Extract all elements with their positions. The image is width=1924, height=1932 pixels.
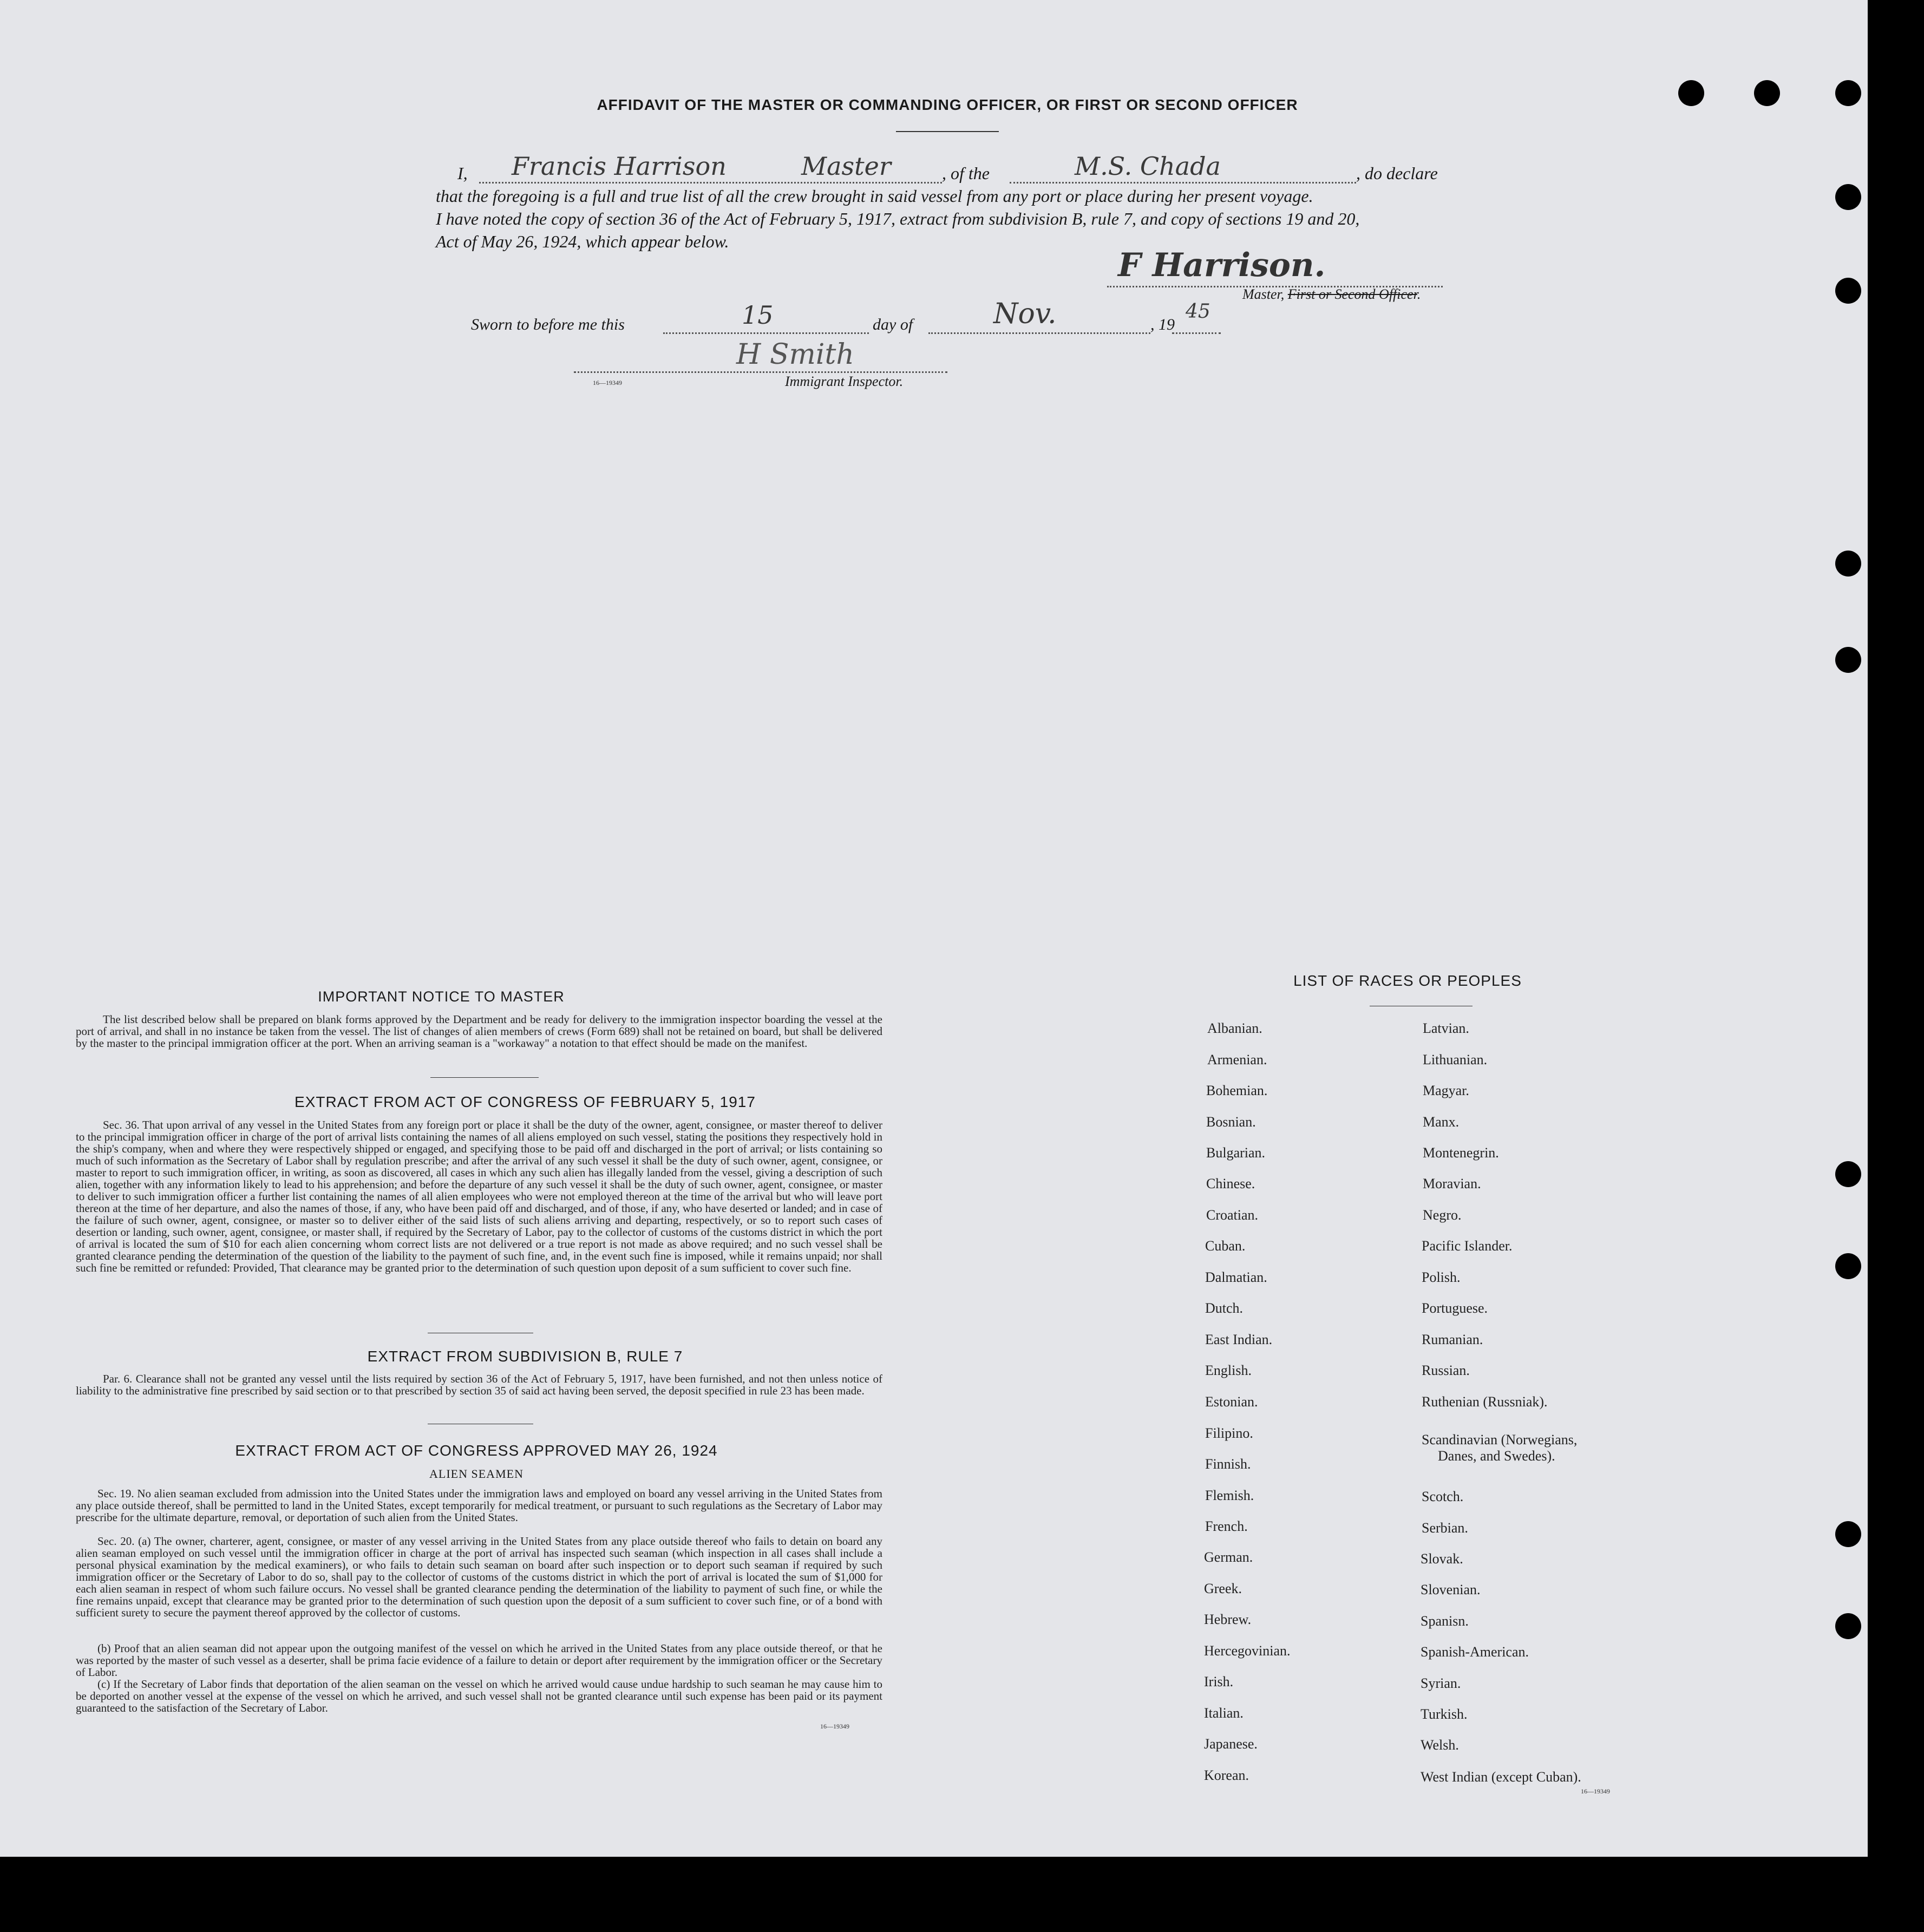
race-item: Albanian. [1207, 1020, 1262, 1036]
extract-form-code: 16—19349 [820, 1723, 849, 1730]
race-item: Syrian. [1421, 1675, 1461, 1691]
race-item: Armenian. [1207, 1052, 1267, 1067]
race-item: Chinese. [1206, 1176, 1255, 1191]
race-item: Russian. [1422, 1363, 1470, 1378]
of-the-label: , of the [942, 163, 990, 183]
race-item: Korean. [1204, 1767, 1249, 1783]
race-item: Slovak. [1421, 1551, 1463, 1567]
race-item: Bulgarian. [1206, 1145, 1266, 1161]
race-item: Estonian. [1205, 1394, 1258, 1410]
race-item: Japanese. [1204, 1736, 1258, 1752]
race-item: East Indian. [1205, 1332, 1273, 1347]
sec-20a-body: Sec. 20. (a) The owner, charterer, agent, consignee, or master of any vessel arriving in the United States from any place outside thereof who fails to detain on board any alien seaman employed on such vessel until the immigration officer in charge at the port of arrival has inspected such seaman (which inspection in all cases shall include a personal physical examination by the medical examiners), or who fails to detain such seaman on board after such inspection or to deport such seaman if required by such immigration officer or the Secretary of Labor to do so, shall pay to the collector of customs of the customs district in which the port of arrival is located the sum of $1,000 for each alien seaman in respect of whom such failure occurs. No vessel shall be granted clearance pending the determination of the liability to payment of such fine, or while the fine remains unpaid, except that clearance may be granted prior to the determination of such question upon the deposit of a sum sufficient to cover such fine, or of a bond with sufficient surety to secure the payment thereof approved by the collector of customs. [76, 1535, 882, 1619]
day-field-line [663, 332, 869, 334]
race-item: Moravian. [1423, 1176, 1481, 1191]
sworn-label: Sworn to before me this [471, 316, 625, 333]
punch-hole [1754, 80, 1780, 106]
race-item: Negro. [1423, 1207, 1462, 1223]
month-handwritten: Nov. [993, 298, 1057, 330]
race-item: Danes, and Swedes). [1438, 1448, 1555, 1464]
race-item: Italian. [1204, 1705, 1244, 1721]
do-declare-label: , do declare [1356, 163, 1438, 183]
race-item: Finnish. [1205, 1456, 1251, 1472]
race-item: Rumanian. [1422, 1332, 1483, 1347]
name-field-line [479, 182, 942, 184]
punch-hole [1835, 1613, 1861, 1639]
race-item: Hercegovinian. [1204, 1643, 1291, 1659]
sec-19-body: Sec. 19. No alien seaman excluded from admission into the United States under the immigration laws and employed on board any vessel arriving in the United States from any place outside thereof, shall be permitted to land in the United States, except temporarily for medical treatment, or pursuant to such regulations as the Secretary of Labor may prescribe for the ultimate departure, removal, or deportation of such alien from the United States. [76, 1487, 882, 1524]
inspector-caption: Immigrant Inspector. [785, 374, 904, 389]
race-item: Montenegrin. [1423, 1145, 1499, 1161]
punch-hole [1835, 80, 1861, 106]
race-item: Dutch. [1205, 1300, 1244, 1316]
master-name-handwritten: Francis Harrison [512, 152, 727, 181]
punch-hole [1835, 278, 1861, 304]
race-item: Hebrew. [1204, 1612, 1252, 1627]
race-item: Greek. [1204, 1581, 1242, 1596]
race-item: West Indian (except Cuban). [1421, 1769, 1581, 1785]
sec-20c-body: (c) If the Secretary of Labor finds that deportation of the alien seaman on the vessel on which he arrived would cause undue hardship to such seaman he may cause him to be deported on another vessel at the expense of the vessel on which he arrived, and such vessel shall not be granted clearance until such expense has been paid or its payment guaranteed to the satisfaction of the Secretary of Labor. [76, 1678, 882, 1714]
master-caption-suffix: . [1417, 286, 1421, 302]
race-item: Ruthenian (Russniak). [1422, 1394, 1548, 1410]
extract-1924-subtitle: ALIEN SEAMEN [429, 1467, 523, 1481]
punch-hole [1835, 1161, 1861, 1187]
races-form-code: 16—19349 [1581, 1787, 1610, 1795]
day-handwritten: 15 [742, 300, 774, 330]
extract-1924-title: EXTRACT FROM ACT OF CONGRESS APPROVED MAY 26, 1924 [235, 1442, 718, 1459]
inspector-signature: H Smith [736, 338, 854, 371]
race-item: Serbian. [1422, 1520, 1468, 1536]
race-item: Latvian. [1423, 1020, 1469, 1036]
vessel-field-line [1010, 182, 1356, 184]
race-item: Dalmatian. [1205, 1269, 1267, 1285]
title-divider [896, 131, 999, 132]
master-rank-handwritten: Master [801, 152, 891, 181]
race-item: Lithuanian. [1423, 1052, 1488, 1067]
races-title: LIST OF RACES OR PEOPLES [1293, 972, 1522, 989]
race-item: Cuban. [1205, 1238, 1246, 1254]
day-of-label: day of [873, 316, 913, 333]
master-caption-prefix: Master, [1242, 286, 1285, 302]
punch-hole [1835, 1253, 1861, 1279]
race-item: Spanisn. [1421, 1613, 1469, 1629]
affidavit-line-4: Act of May 26, 1924, which appear below. [436, 232, 729, 251]
vessel-name-handwritten: M.S. Chada [1075, 152, 1221, 181]
race-item: Spanish-American. [1421, 1644, 1529, 1660]
month-field-line [928, 332, 1150, 334]
race-item: Filipino. [1205, 1425, 1253, 1441]
punch-hole [1835, 647, 1861, 673]
notice-divider [430, 1077, 539, 1078]
race-item: Portuguese. [1422, 1300, 1488, 1316]
extract-1917-title: EXTRACT FROM ACT OF CONGRESS OF FEBRUARY 5, 1917 [295, 1093, 756, 1110]
race-item: Turkish. [1421, 1706, 1468, 1722]
extract-1917-body: Sec. 36. That upon arrival of any vessel in the United States from any foreign port or place it shall be the duty of the owner, agent, consignee, or master thereof to deliver to the principal immigration officer in charge of the port of arrival lists containing the names of all aliens employed on such vessel, stating the positions they respectively hold in the ship's company, when and where they were respectively shipped or engaged, and specifying those to be paid off and discharged in the port of arrival; or lists containing so much of such information as the Secretary of Labor shall by regulation prescribe; and after the arrival of any such vessel it shall be the duty of such owner, agent, consignee, or master to report to such immigration officer, in writing, as soon as discovered, all cases in which any such alien has illegally landed from the vessel, giving a description of such alien, together with any information likely to lead to his apprehension; and before the departure of any such vessel it shall be the duty of such owner, agent, consignee, or master to deliver to such immigration officer a further list containing the names of all alien employees who were not employed thereon at the time of the arrival but who will leave port thereon at the time of her departure, and also the names of those, if any, who have been paid off and discharged, and of those, if any, who have deserted or landed; and in case of the failure of such owner, agent, consignee, or master so to deliver either of the said lists of such aliens arriving and departing, respectively, or so to report such cases of desertion or landing, such owner, agent, consignee, or master shall, if required by the Secretary of Labor, pay to the collector of customs of the customs district in which the port of arrival is located the sum of $10 for each alien concerning whom correct lists are not delivered or a true report is not made as above required; and no such vessel shall be granted clearance pending the determination of the question of the liability to the payment of such fine, and, in the event such fine is imposed, while it remains unpaid; nor shall such fine be remitted or refunded: Provided, That clearance may be granted prior to the determination of such question upon deposit of a sum sufficient to cover such fine. [76, 1118, 882, 1274]
race-item: Scotch. [1422, 1489, 1464, 1504]
year-handwritten: 45 [1186, 300, 1210, 323]
i-label: I, [457, 163, 468, 183]
race-item: Manx. [1423, 1114, 1460, 1130]
rule-7-body: Par. 6. Clearance shall not be granted any vessel until the lists required by section 36 of the Act of February 5, 1917, have been furnished, and not then unless notice of liability to the administrative fine prescribed by said section or to that prescribed by section 35 of said act having been served, the deposit specified in rule 23 has been made. [76, 1372, 882, 1397]
notice-body: The list described below shall be prepared on blank forms approved by the Department and be ready for delivery to the immigration inspector boarding the vessel at the port of arrival, and shall in no instance be taken from the vessel. The list of changes of alien members of crews (Form 689) shall not be retained on board, but shall be delivered by the master to the principal immigration officer at the port. When an arriving seaman is a "workaway" a notation to that effect should be made on the manifest. [76, 1013, 882, 1050]
punch-hole [1678, 80, 1704, 106]
year-prefix-label: , 19 [1150, 316, 1175, 333]
affidavit-form-code: 16—19349 [593, 379, 622, 387]
race-item: Croatian. [1206, 1207, 1259, 1223]
punch-hole [1835, 551, 1861, 577]
race-item: German. [1204, 1549, 1253, 1565]
sec-20b-body: (b) Proof that an alien seaman did not appear upon the outgoing manifest of the vessel on which he arrived in the United States from any place outside thereof, or that he was reported by the master of such vessel as a deserter, shall be prima facie evidence of a failure to detain or deport after requirement by the immigration officer or the Secretary of Labor. [76, 1642, 882, 1679]
race-item: Scandinavian (Norwegians, [1422, 1432, 1578, 1448]
race-item: Slovenian. [1421, 1582, 1481, 1597]
race-item: Bohemian. [1206, 1083, 1268, 1098]
race-item: Polish. [1422, 1269, 1461, 1285]
master-signature: F Harrison. [1118, 246, 1326, 284]
punch-hole [1835, 184, 1861, 210]
race-item: Welsh. [1421, 1737, 1459, 1753]
master-caption-struck: First or Second Officer [1287, 286, 1417, 302]
race-item: Magyar. [1423, 1083, 1469, 1098]
race-item: Bosnian. [1206, 1114, 1256, 1130]
race-item: English. [1205, 1363, 1252, 1378]
punch-hole [1835, 1521, 1861, 1547]
year-field-line [1172, 332, 1221, 334]
rule-7-title: EXTRACT FROM SUBDIVISION B, RULE 7 [367, 1348, 683, 1365]
race-item: Irish. [1204, 1674, 1234, 1689]
affidavit-line-2: that the foregoing is a full and true list of all the crew brought in said vessel from any port or place during her present voyage. [436, 186, 1313, 206]
notice-title: IMPORTANT NOTICE TO MASTER [318, 988, 565, 1005]
race-item: Pacific Islander. [1422, 1238, 1513, 1254]
race-item: Flemish. [1205, 1488, 1254, 1503]
affidavit-title: AFFIDAVIT OF THE MASTER OR COMMANDING OFFICER, OR FIRST OR SECOND OFFICER [597, 96, 1298, 113]
affidavit-line-3: I have noted the copy of section 36 of the Act of February 5, 1917, extract from subdivision B, rule 7, and copy of sections 19 and 20, [436, 209, 1360, 228]
master-caption [1242, 285, 1421, 304]
race-item: French. [1205, 1518, 1248, 1534]
